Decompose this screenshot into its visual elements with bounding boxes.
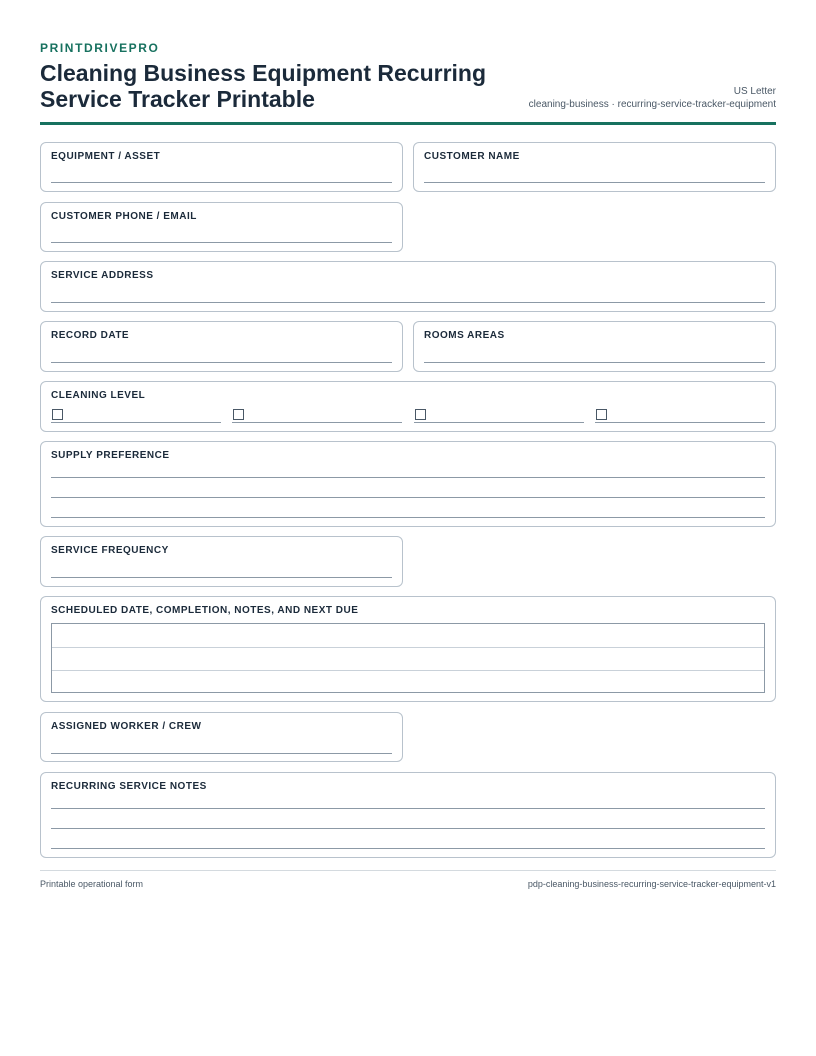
schedule-table-row-divider xyxy=(52,670,764,671)
cleaning-level-checkbox[interactable] xyxy=(52,409,63,420)
service-address-field xyxy=(40,261,776,312)
schedule-table xyxy=(51,623,765,693)
service-frequency-input-line[interactable] xyxy=(51,577,392,578)
service-address-label: SERVICE ADDRESS xyxy=(51,270,154,281)
supply-preference-line[interactable] xyxy=(51,517,765,518)
equipment-asset-field xyxy=(40,142,403,192)
cleaning-level-checkbox[interactable] xyxy=(596,409,607,420)
header-divider xyxy=(40,122,776,125)
schedule-table-row-divider xyxy=(52,647,764,648)
supply-preference-line[interactable] xyxy=(51,497,765,498)
recurring-notes-line[interactable] xyxy=(51,848,765,849)
cleaning-level-checkbox[interactable] xyxy=(415,409,426,420)
assigned-worker-label: ASSIGNED WORKER / CREW xyxy=(51,721,202,732)
customer-contact-label: CUSTOMER PHONE / EMAIL xyxy=(51,211,197,222)
cleaning-level-option-line[interactable] xyxy=(51,422,221,423)
rooms-areas-field xyxy=(413,321,776,372)
brand-name: PRINTDRIVEPRO xyxy=(40,41,160,55)
recurring-notes-label: RECURRING SERVICE NOTES xyxy=(51,781,207,792)
schedule-table-field xyxy=(40,596,776,702)
rooms-areas-input-line[interactable] xyxy=(424,362,765,363)
service-frequency-field xyxy=(40,536,403,587)
assigned-worker-input-line[interactable] xyxy=(51,753,392,754)
supply-preference-label: SUPPLY PREFERENCE xyxy=(51,450,170,461)
rooms-areas-label: ROOMS AREAS xyxy=(424,330,505,341)
document-meta xyxy=(529,85,776,111)
supply-preference-field xyxy=(40,441,776,527)
cleaning-level-option-line[interactable] xyxy=(232,422,402,423)
recurring-notes-line[interactable] xyxy=(51,828,765,829)
customer-name-input-line[interactable] xyxy=(424,182,765,183)
paper-size: US Letter xyxy=(733,86,776,97)
cleaning-level-option-line[interactable] xyxy=(414,422,584,423)
customer-name-label: CUSTOMER NAME xyxy=(424,151,520,162)
cleaning-level-label: CLEANING LEVEL xyxy=(51,390,146,401)
service-frequency-label: SERVICE FREQUENCY xyxy=(51,545,169,556)
cleaning-level-option-line[interactable] xyxy=(595,422,765,423)
record-date-label: RECORD DATE xyxy=(51,330,130,341)
cleaning-level-field xyxy=(40,381,776,432)
assigned-worker-field xyxy=(40,712,403,762)
page-title: Cleaning Business Equipment Recurring Service Tracker Printable xyxy=(40,60,487,112)
recurring-notes-line[interactable] xyxy=(51,808,765,809)
schedule-table-label: SCHEDULED DATE, COMPLETION, NOTES, AND NEXT DUE xyxy=(51,605,359,616)
equipment-asset-input-line[interactable] xyxy=(51,182,392,183)
cleaning-level-checkbox[interactable] xyxy=(233,409,244,420)
document-slug: cleaning-business · recurring-service-tracker-equipment xyxy=(528,99,776,110)
customer-contact-input-line[interactable] xyxy=(51,242,392,243)
service-address-input-line[interactable] xyxy=(51,302,765,303)
footer-divider xyxy=(40,870,776,871)
customer-contact-field xyxy=(40,202,403,252)
equipment-asset-label: EQUIPMENT / ASSET xyxy=(51,151,161,162)
record-date-input-line[interactable] xyxy=(51,362,392,363)
footer-form-type: Printable operational form xyxy=(40,879,144,889)
supply-preference-line[interactable] xyxy=(51,477,765,478)
customer-name-field xyxy=(413,142,776,192)
footer-form-id: pdp-cleaning-business-recurring-service-tracker-equipment-v1 xyxy=(527,879,776,889)
recurring-notes-field xyxy=(40,772,776,858)
record-date-field xyxy=(40,321,403,372)
